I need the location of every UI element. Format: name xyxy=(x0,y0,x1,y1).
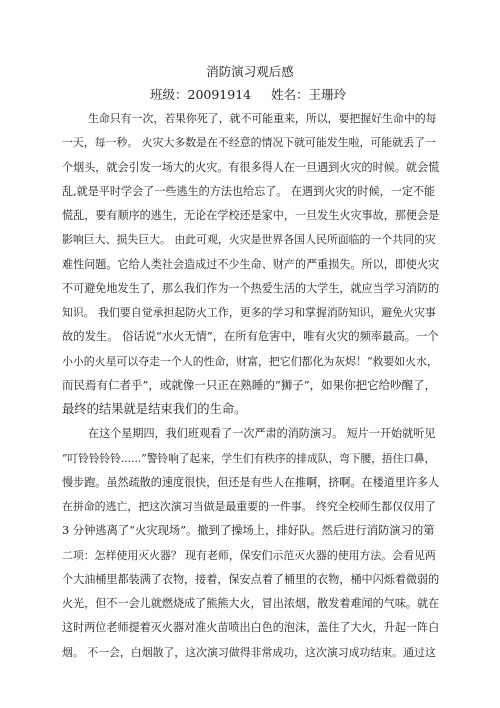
text-line: 难性问题。它给人类社会造成过不少生命、财产的严重损失。所以，即使火灾 xyxy=(62,257,440,271)
text-line: 乱,就是平时学会了一些逃生的方法也给忘了。 在遇到火灾的时候，一定不能 xyxy=(62,184,436,198)
author-info xyxy=(150,87,346,103)
document-body xyxy=(62,110,440,668)
text-line: 火光，但不一会儿就燃烧成了熊熊大火，冒出浓烟，散发着难闻的气味。就在 xyxy=(62,597,440,610)
text-line: 生命只有一次，若果你死了，就不可能重来，所以，要把握好生命中的每 xyxy=(88,112,437,125)
text-line: 而民焉有仁者乎”，或就像一只正在熟睡的“狮子”，如果你把它给吵醒了， xyxy=(62,377,437,392)
text-line: 小小的火星可以夺走一个人的性命，财富，把它们都化为灰烬！“救要如火水， xyxy=(62,354,438,368)
text-line: 3 分钟逃离了“火灾现场”。撤到了操场上，排好队。然后进行消防演习的第 xyxy=(62,524,435,538)
text-line: 影响巨大、损失巨大。 由此可观，火灾是世界各国人民所面临的一个共同的灾 xyxy=(62,233,436,247)
text-line: 个烟头，就会引发一场大的火灾。有很多得人在一旦遇到火灾的时候。就会慌 xyxy=(62,160,440,174)
name-label: 姓名：王珊玲 xyxy=(271,87,347,102)
text-line: 故的发生。 俗话说“水火无情”，在所有危害中，唯有火灾的频率最高。一个 xyxy=(62,330,439,344)
text-line: “叮铃铃铃铃......”警铃响了起来，学生们有秩序的排成队，弯下腰，捂住口鼻， xyxy=(62,451,436,465)
document-title: 消防演习观后感 xyxy=(206,64,294,79)
text-line: 在拼命的逃亡，把这次演习当做是最重要的一件事。 终究全校师生都仅仅用了 xyxy=(62,500,436,513)
text-line: 慌乱，要有顺序的逃生，无论在学校还是家中，一旦发生火灾事故，那便会是 xyxy=(62,209,440,222)
text-line: 不可避免地发生了，那么我们作为一个热爱生活的大学生，就应当学习消防的 xyxy=(62,281,440,295)
text-line: 二项：怎样使用灭火器？ 现有老师，保安们示范灭火器的使用方法。会看见两 xyxy=(62,548,436,562)
text-line: 在这个星期四，我们班观看了一次严肃的消防演习。 短片一开始就听见 xyxy=(88,427,436,441)
text-line: 这时两位老师提着灭火器对准火苗喷出白色的泡沫，盖住了大火，升起一阵白 xyxy=(62,621,440,635)
text-line: 烟。 不一会，白烟散了，这次演习做得非常成功，这次演习成功结束。通过这 xyxy=(62,645,436,659)
text-line: 最终的结果就是结束我们的生命。 xyxy=(62,402,247,416)
text-line: 慢步跑。虽然疏散的速度很快，但还是有些人在推啊，挤啊。在楼道里许多人 xyxy=(62,475,440,489)
text-line: 知识。 我们要自觉承担起防火工作，更多的学习和掌握消防知识，避免火灾事 xyxy=(62,306,436,319)
text-line: 个大油桶里都装满了衣物，接着，保安点着了桶里的衣物，桶中闪烁着微弱的 xyxy=(62,572,440,586)
class-label: 班级：20091914 xyxy=(150,87,252,102)
text-line: 一天，每一秒。 火灾大多数是在不经意的情况下就可能发生啦，可能就丢了一 xyxy=(62,136,436,150)
